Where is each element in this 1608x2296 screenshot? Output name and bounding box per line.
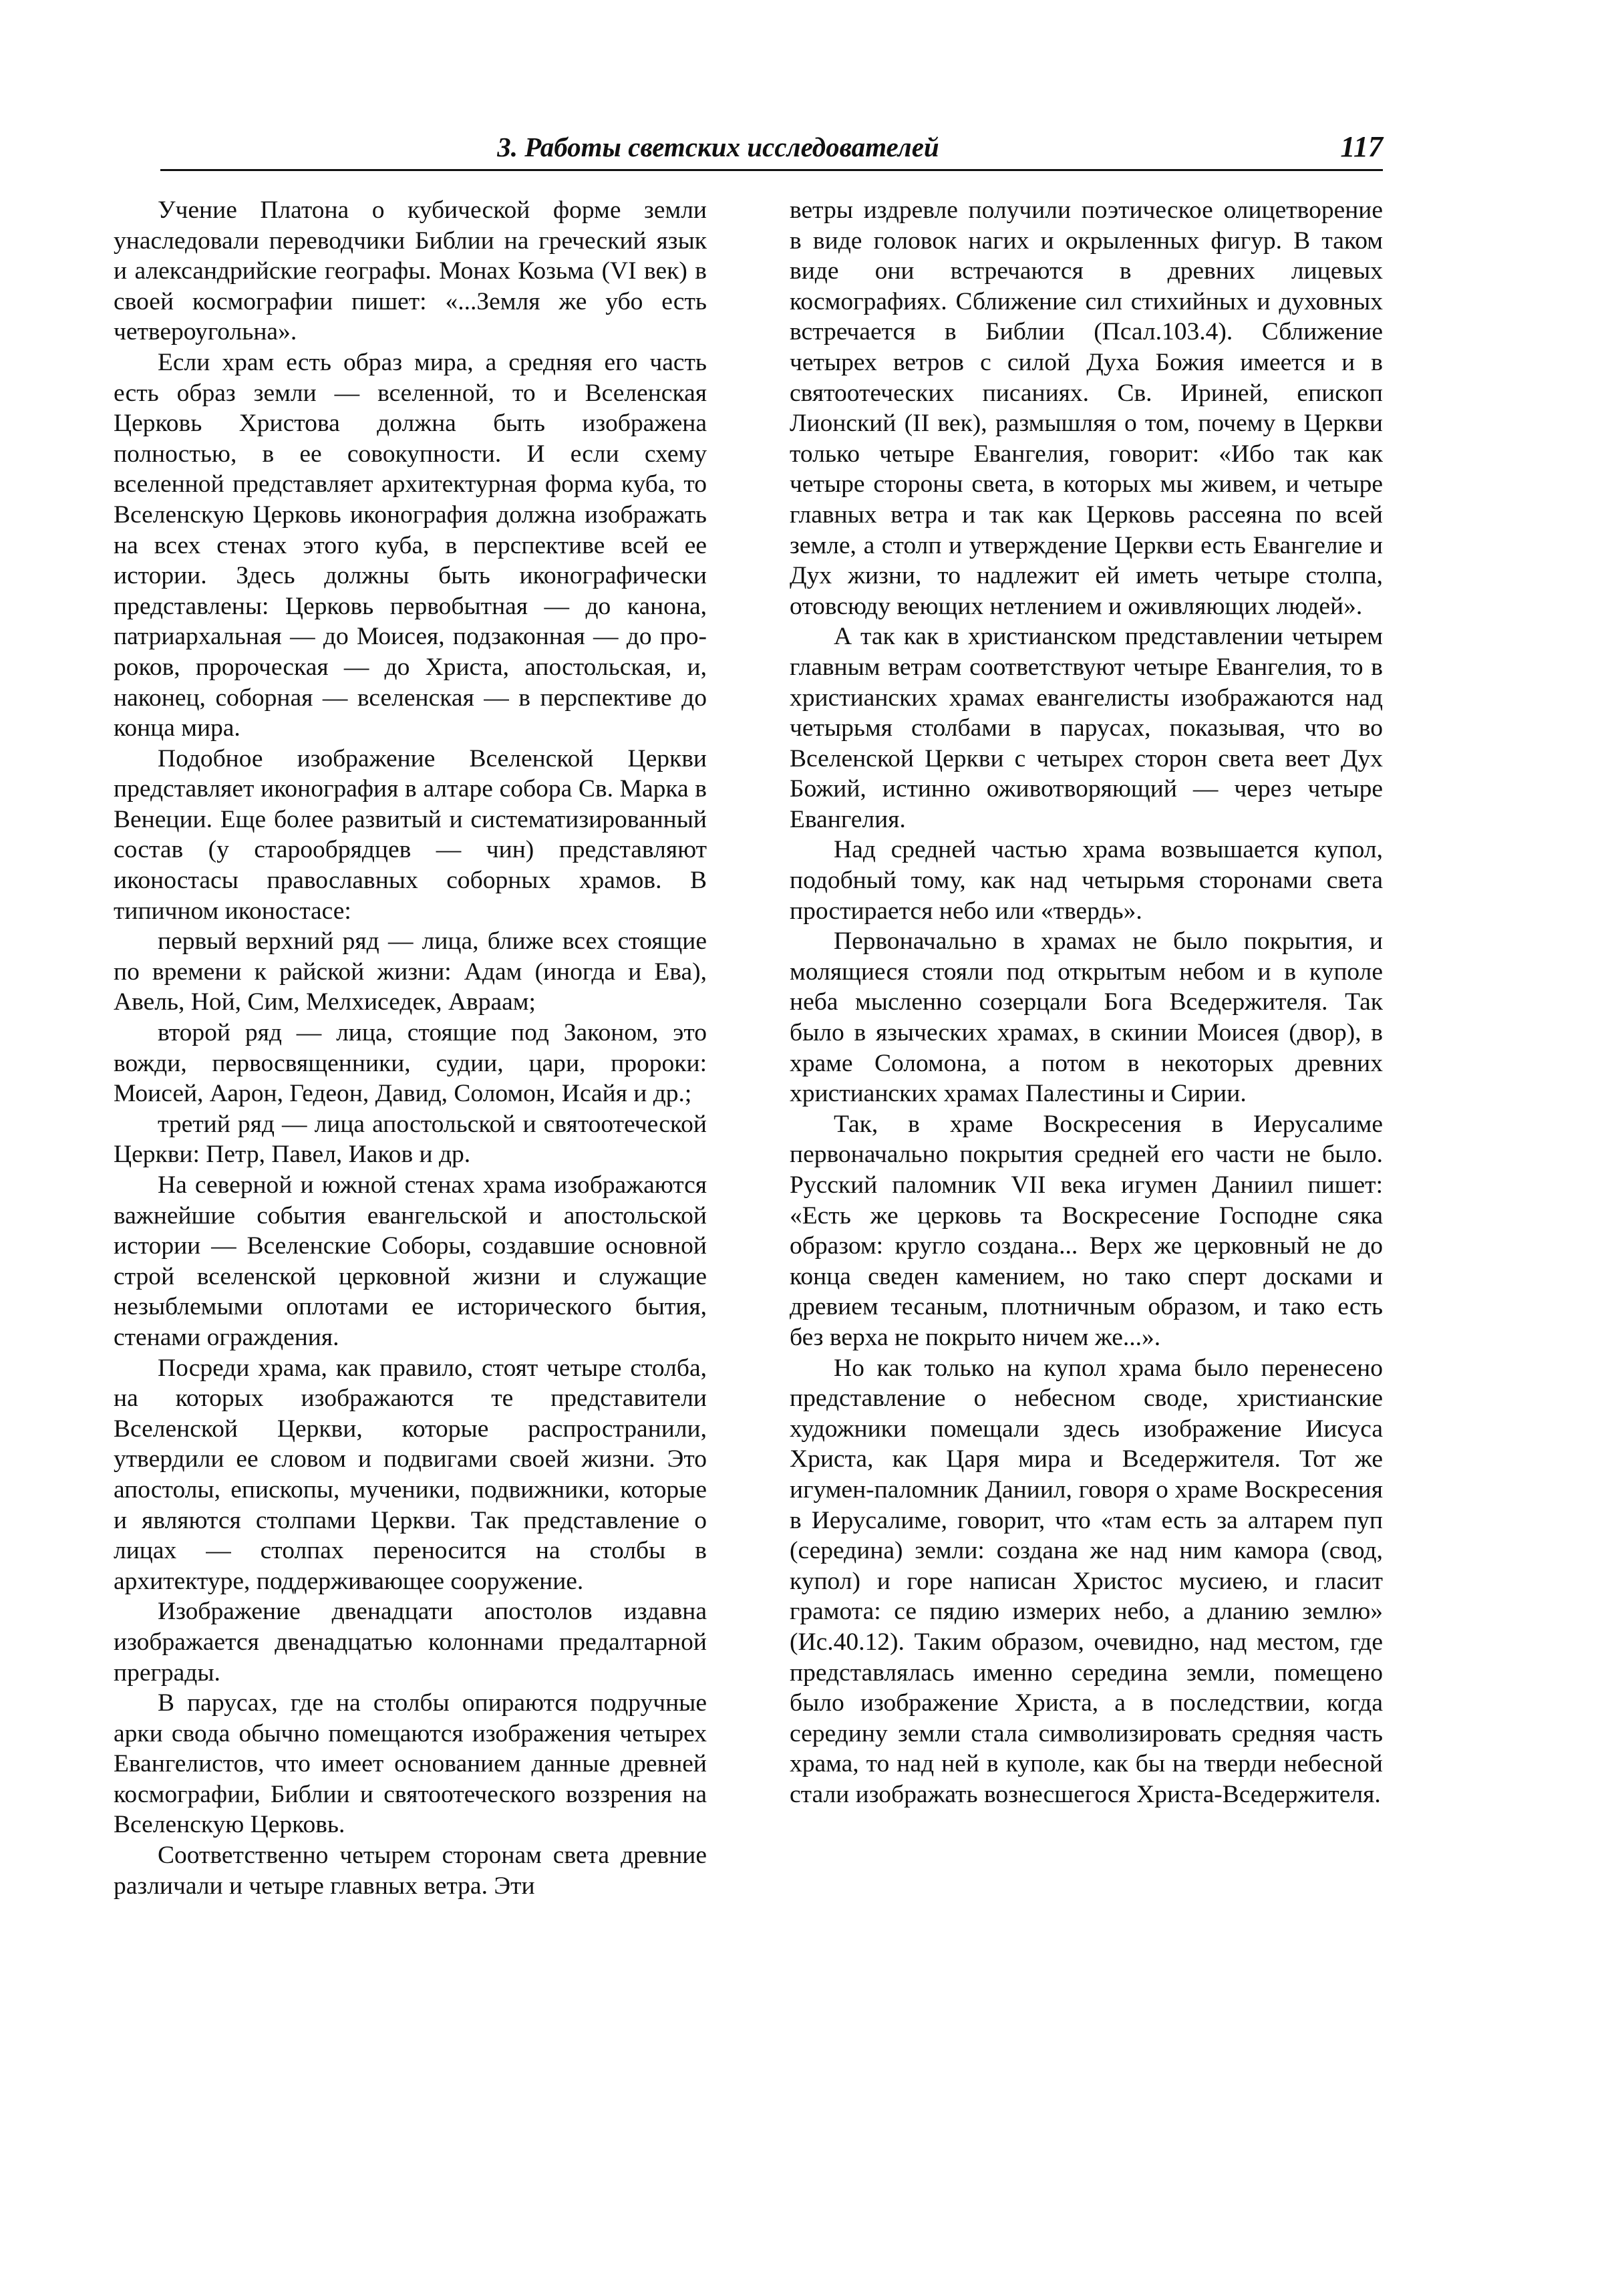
paragraph: На северной и южной стенах храма изображаются важнейшие события евангельской и апостольской истории — Вселенские Соборы, создавшие основной строй вселенской церковной жизни и служащие незыблемыми оплотами ее исторического бытия, стенами ограждения. bbox=[114, 1171, 707, 1351]
paragraph: Если храм есть образ мира, а средняя его часть есть образ земли — вселенной, то и Вселенская Церковь Христова должна быть изображена полностью, в ее совокупности. И если схему вселенной представляет архитектурная форма куба, то Вселенскую Церковь иконография должна изображать на всех стенах этого куба, в перспективе всей ее истории. Здесь должны быть иконографически представлены: Церковь первобытная — до канона, патриархальная — до Моисея, подзаконная — до пророков, пророческая — до Христа, апостольская, и, наконец, соборная — вселенская — в перспективе до конца мира. bbox=[114, 348, 707, 742]
paragraph: В парусах, где на столбы опираются подручные арки свода обычно помещаются изображения четырех Евангелистов, что имеет основанием данные древней космографии, Библии и святоотеческого воззрения на Вселенскую Церковь. bbox=[114, 1689, 707, 1839]
paragraph: Первоначально в храмах не было покрытия, и молящиеся стояли под открытым небом и в куполе неба мысленно созерцали Бога Вседержителя. Так было в языческих храмах, в скинии Моисея (двор), в храме Соломона, а потом в некоторых древних христианских храмах Палестины и Сирии. bbox=[790, 927, 1383, 1108]
right-column bbox=[790, 195, 1383, 1810]
paragraph: первый верхний ряд — лица, ближе всех стоящие по времени к райской жизни: Адам (иногда и Ева), Авель, Ной, Сим, Мелхиседек, Авраам; bbox=[114, 927, 707, 1016]
chapter-title: 3. Работы светских исследователей bbox=[497, 132, 939, 162]
paragraph: Соответственно четырем сторонам света древние различали и четыре главных ветра. Эти bbox=[114, 1842, 707, 1900]
page-number: 117 bbox=[1340, 130, 1383, 163]
paragraph: Но как только на купол храма было перенесено представление о небесном своде, христианские художники помещали здесь изображение Иисуса Христа, как Царя мира и Вседержителя. Тот же игумен-паломник Даниил, говоря о храме Воскресения в Иерусалиме, говорит, что «там есть за алтарем пуп (середина) земли: создана же над ним камора (свод, купол) и горе написан Христос мусиею, и гласит грамота: се пядию измерих небо, а дланию землю» (Ис.40.12). Таким образом, очевидно, над местом, где представлялась именно середина земли, помещено было изображение Христа, а в последствии, когда середину земли стала символизировать средняя часть храма, то над ней в куполе, как бы на тверди небесной стали изображать вознесшегося Христа-Вседержителя. bbox=[790, 1354, 1383, 1808]
paragraph: А так как в христианском представлении четырем главным ветрам соответствуют четыре Евангелия, то в христианских храмах евангелисты изображаются над четырьмя столбами в парусах, показывая, что во Вселенской Церкви с четырех сторон света веет Дух Божий, истинно оживотворяющий — через четыре Евангелия. bbox=[790, 623, 1383, 833]
paragraph-continued: ветры издревле получили поэтическое олицетворение в виде головок нагих и окрыленных фигур. В таком виде они встречаются в древних лицевых космографиях. Сближение сил стихийных и духовных встречается в Библии (Псал.103.4). Сближение четырех ветров с силой Духа Божия имеется и в святоотеческих писаниях. Св. Ириней, епископ Лионский (II век), размышляя о том, почему в Церкви только четыре Евангелия, говорит: «Ибо так как четыре стороны света, в которых мы живем, и четыре главных ветра и так как Церковь рассеяна по всей земле, а столп и утверждение Церкви есть Евангелие и Дух жизни, то надлежит ей иметь четыре столпа, отовсюду веющих нетлением и оживляющих людей». bbox=[790, 196, 1383, 620]
paragraph: Изображение двенадцати апостолов издавна изображается двенадцатью колоннами предалтарной преграды. bbox=[114, 1598, 707, 1687]
paragraph: Учение Платона о кубической форме земли унаследовали переводчики Библии на греческий язык и александрийские географы. Монах Козьма (VI век) в своей космографии пишет: «...Земля же убо есть четвероугольна». bbox=[114, 196, 707, 346]
paragraph: Посреди храма, как правило, стоят четыре столба, на которых изображаются те представители Вселенской Церкви, которые распространили, утвердили ее словом и подвигами своей жизни. Это апостолы, епископы, мученики, подвижники, которые и являются столпами Церкви. Так представление о лицах — столпах переносится на столбы в архитектуре, поддерживающее сооружение. bbox=[114, 1354, 707, 1595]
paragraph: Так, в храме Воскресения в Иерусалиме первоначально покрытия средней его части не было. Русский паломник VII века игумен Даниил пишет: «Есть же церковь та Воскресение Господне сяка образом: кругло создана... Верх же церковный не до конца сведен камением, но тако сперт досками и древием тесаным, плотничным образом, и тако есть без верха не покрыто ничем же...». bbox=[790, 1110, 1383, 1351]
paragraph: Подобное изображение Вселенской Церкви представляет иконография в алтаре собора Св. Марка в Венеции. Еще более развитый и систематизированный состав (у старообрядцев — чин) представляют иконостасы православных соборных храмов. В типичном иконостасе: bbox=[114, 744, 707, 925]
paragraph: Над средней частью храма возвышается купол, подобный тому, как над четырьмя сторонами света простирается небо или «твердь». bbox=[790, 836, 1383, 925]
paragraph: второй ряд — лица, стоящие под Законом, это вожди, первосвященники, судии, цари, пророки: Моисей, Аарон, Гедеон, Давид, Соломон, Исайя и др.; bbox=[114, 1019, 707, 1108]
running-head bbox=[160, 127, 1383, 167]
header-rule bbox=[160, 169, 1383, 171]
paragraph: третий ряд — лица апостольской и святоотеческой Церкви: Петр, Павел, Иаков и др. bbox=[114, 1110, 707, 1169]
left-column bbox=[114, 195, 707, 1901]
